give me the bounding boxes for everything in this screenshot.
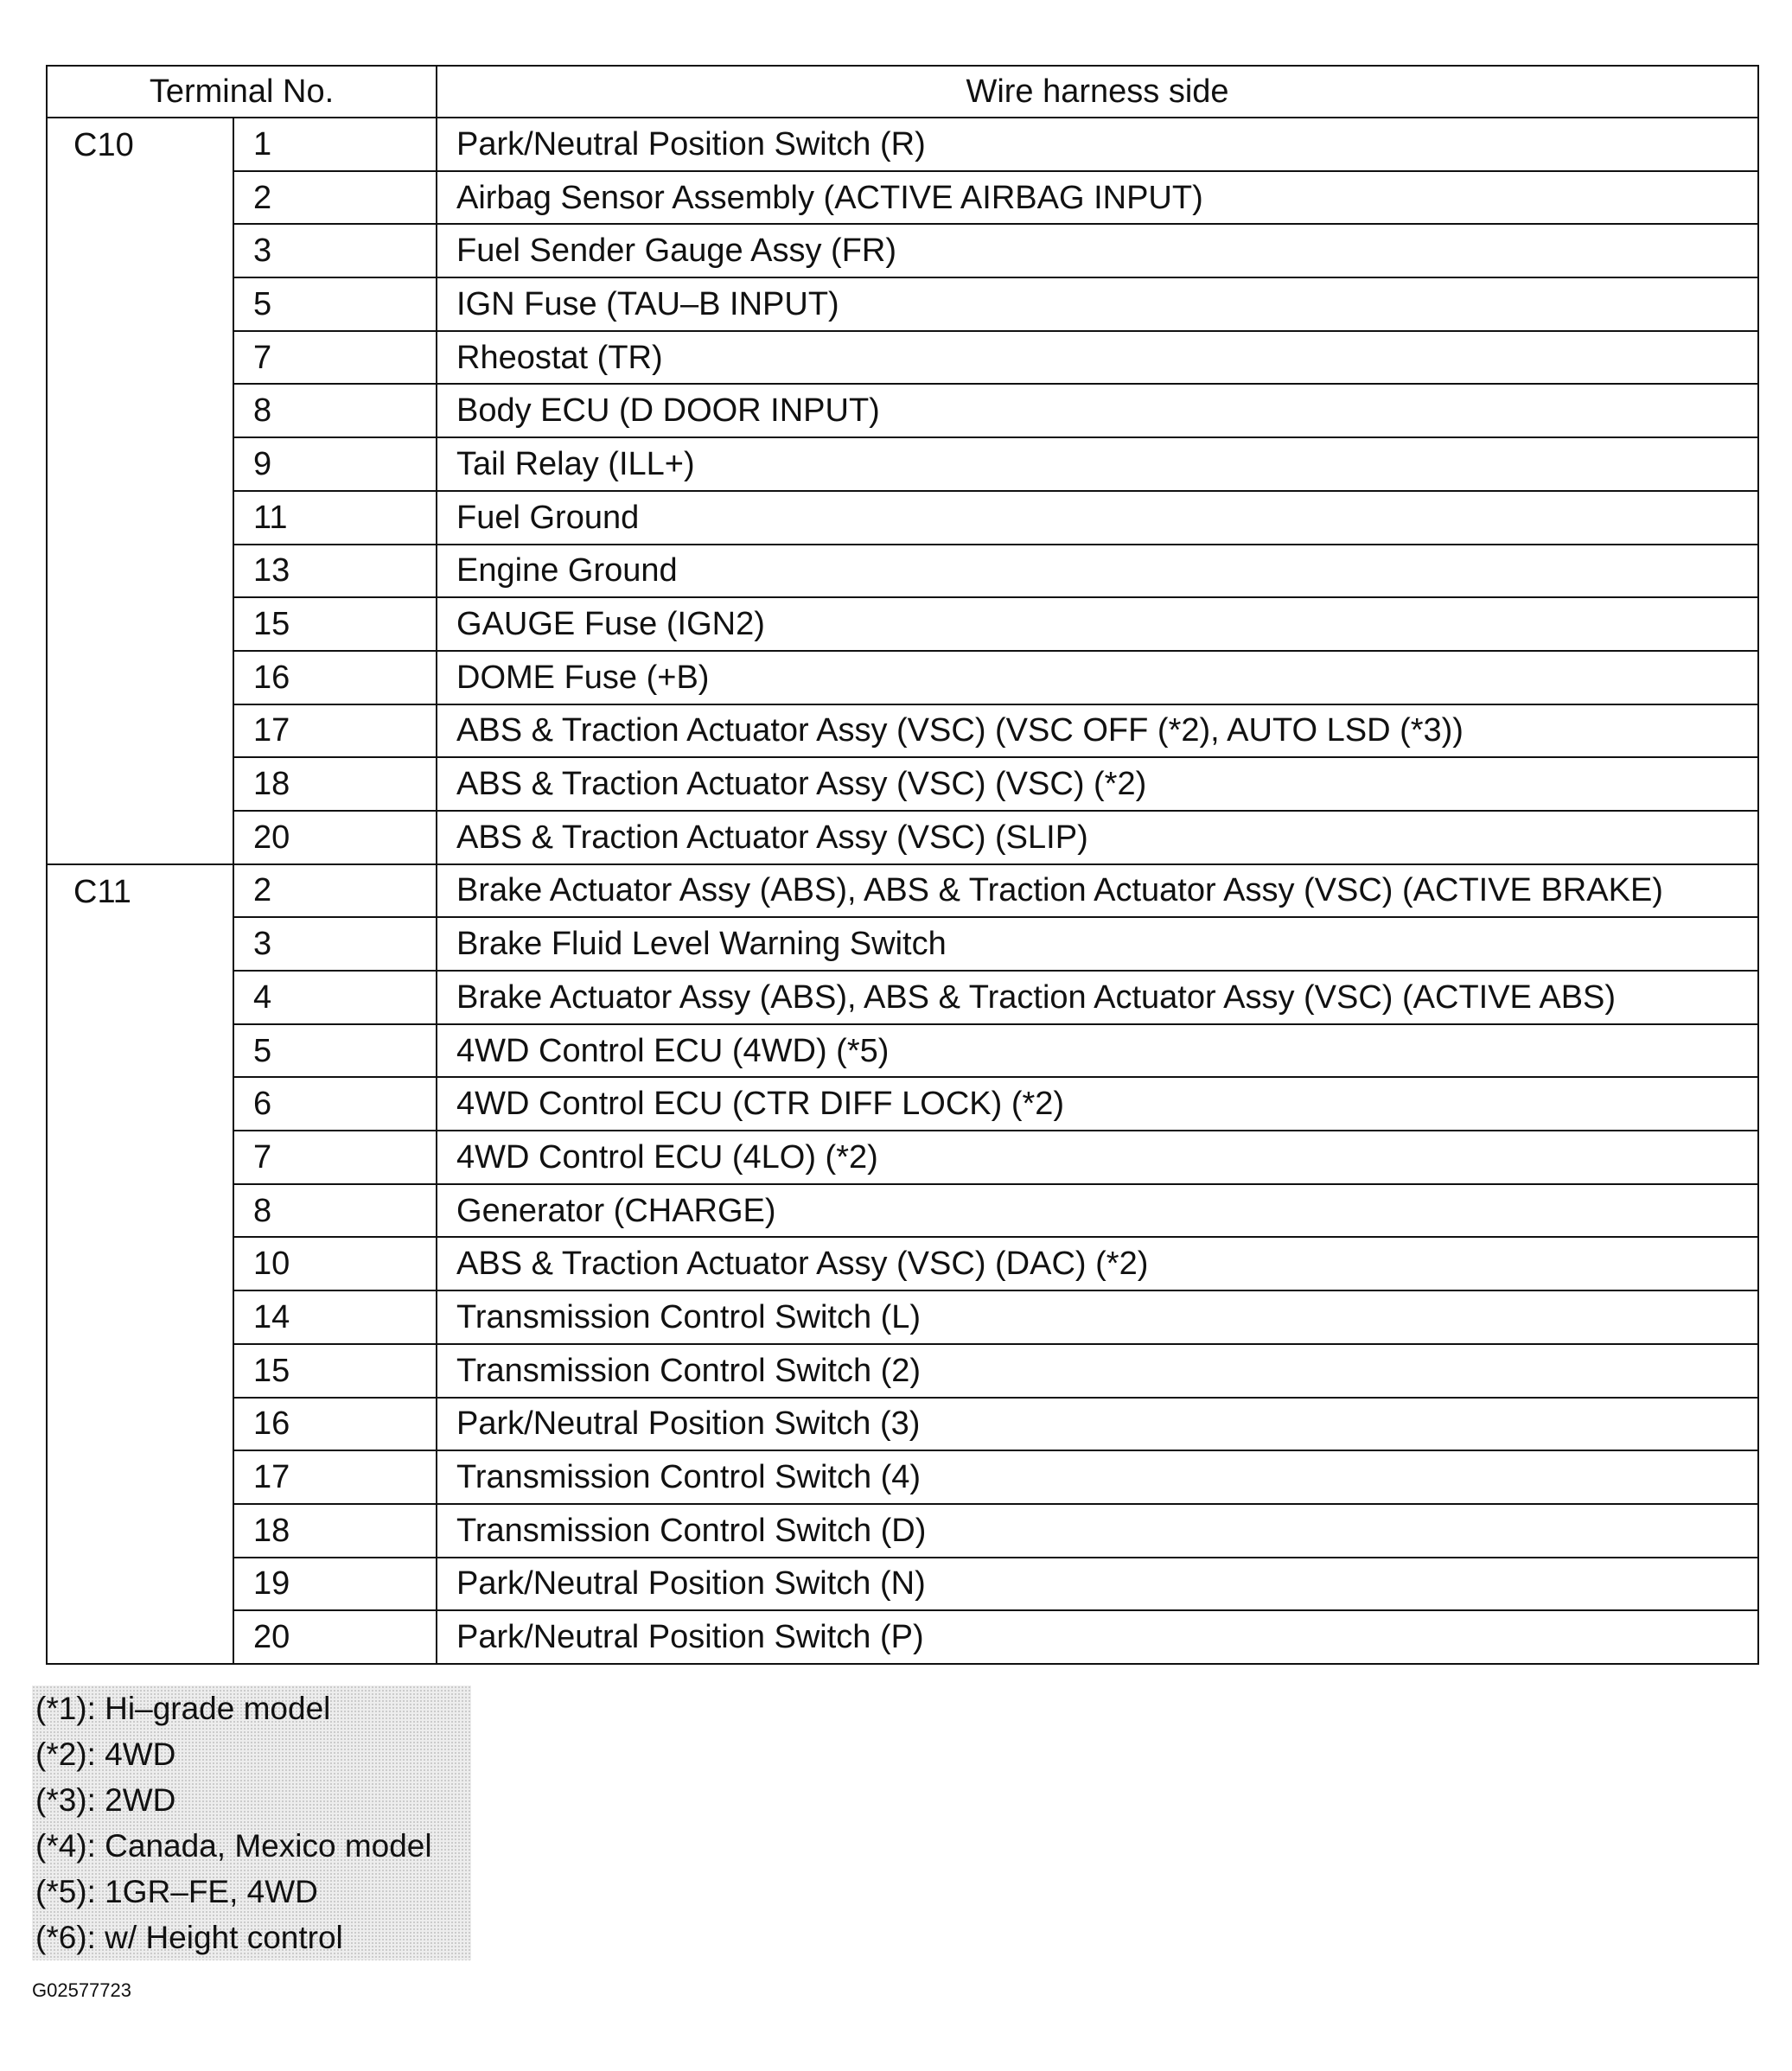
wire-harness-description: Brake Actuator Assy (ABS), ABS & Traction Actuator Assy (VSC) (ACTIVE ABS): [437, 971, 1758, 1024]
wire-harness-description: Generator (CHARGE): [437, 1184, 1758, 1238]
terminal-number: 2: [233, 171, 437, 225]
table-row: [47, 224, 1758, 277]
terminal-number: 4: [233, 971, 437, 1024]
table-row: [47, 1610, 1758, 1664]
wire-harness-description: IGN Fuse (TAU–B INPUT): [437, 277, 1758, 331]
terminal-number: 20: [233, 811, 437, 864]
table-row: [47, 437, 1758, 491]
terminal-number: 7: [233, 1131, 437, 1184]
table-row: [47, 491, 1758, 545]
terminal-number: 19: [233, 1558, 437, 1611]
wire-harness-description: ABS & Traction Actuator Assy (VSC) (VSC) (*2): [437, 757, 1758, 811]
table-row: [47, 971, 1758, 1024]
wire-harness-description: Rheostat (TR): [437, 331, 1758, 385]
wire-harness-description: ABS & Traction Actuator Assy (VSC) (SLIP): [437, 811, 1758, 864]
wire-harness-description: Park/Neutral Position Switch (P): [437, 1610, 1758, 1664]
table-row: [47, 331, 1758, 385]
terminal-number: 17: [233, 1450, 437, 1504]
wire-harness-description: Airbag Sensor Assembly (ACTIVE AIRBAG INPUT): [437, 171, 1758, 225]
wire-harness-description: Brake Fluid Level Warning Switch: [437, 917, 1758, 971]
terminal-number: 11: [233, 491, 437, 545]
terminal-number: 10: [233, 1237, 437, 1290]
table-row: [47, 1184, 1758, 1238]
wire-harness-description: Fuel Ground: [437, 491, 1758, 545]
table-row: [47, 1024, 1758, 1078]
wire-harness-description: Fuel Sender Gauge Assy (FR): [437, 224, 1758, 277]
terminal-number: 5: [233, 277, 437, 331]
wire-harness-description: Tail Relay (ILL+): [437, 437, 1758, 491]
terminal-number: 8: [233, 384, 437, 437]
figure-id: G02577723: [32, 1979, 131, 2001]
wire-harness-description: Park/Neutral Position Switch (N): [437, 1558, 1758, 1611]
table-row: [47, 811, 1758, 864]
table-row: [47, 1504, 1758, 1558]
wire-harness-description: 4WD Control ECU (4WD) (*5): [437, 1024, 1758, 1078]
table-row: [47, 1398, 1758, 1451]
wire-harness-description: Transmission Control Switch (4): [437, 1450, 1758, 1504]
terminal-table: [46, 65, 1759, 1665]
terminal-number: 20: [233, 1610, 437, 1664]
header-wire-harness-side: Wire harness side: [437, 66, 1758, 118]
table-row: [47, 1131, 1758, 1184]
terminal-number: 5: [233, 1024, 437, 1078]
wire-harness-description: Park/Neutral Position Switch (R): [437, 118, 1758, 171]
terminal-number: 18: [233, 1504, 437, 1558]
wire-harness-description: Body ECU (D DOOR INPUT): [437, 384, 1758, 437]
table-header-row: [47, 66, 1758, 118]
table-row: [47, 864, 1758, 918]
terminal-number: 13: [233, 545, 437, 598]
table-row: [47, 277, 1758, 331]
table-row: [47, 171, 1758, 225]
footnotes-box: [32, 1685, 471, 1960]
wire-harness-description: Transmission Control Switch (D): [437, 1504, 1758, 1558]
terminal-number: 16: [233, 651, 437, 704]
connector-id: C10: [47, 118, 233, 864]
footnote: (*2): 4WD: [35, 1736, 176, 1772]
footnote: (*5): 1GR–FE, 4WD: [35, 1874, 318, 1909]
terminal-number: 7: [233, 331, 437, 385]
table-row: [47, 384, 1758, 437]
terminal-number: 9: [233, 437, 437, 491]
wire-harness-description: DOME Fuse (+B): [437, 651, 1758, 704]
wire-harness-description: 4WD Control ECU (CTR DIFF LOCK) (*2): [437, 1077, 1758, 1131]
table-row: [47, 704, 1758, 758]
table-row: [47, 1450, 1758, 1504]
table-row: [47, 757, 1758, 811]
footnote: (*1): Hi–grade model: [35, 1691, 331, 1726]
wire-harness-description: Transmission Control Switch (2): [437, 1344, 1758, 1398]
table-row: [47, 545, 1758, 598]
wire-harness-description: Park/Neutral Position Switch (3): [437, 1398, 1758, 1451]
terminal-number: 3: [233, 224, 437, 277]
terminal-number: 8: [233, 1184, 437, 1238]
footnote: (*3): 2WD: [35, 1782, 176, 1818]
table-row: [47, 1344, 1758, 1398]
table-row: [47, 118, 1758, 171]
table-row: [47, 1077, 1758, 1131]
wire-harness-description: 4WD Control ECU (4LO) (*2): [437, 1131, 1758, 1184]
table-row: [47, 597, 1758, 651]
table-row: [47, 1237, 1758, 1290]
terminal-number: 6: [233, 1077, 437, 1131]
table-body: [47, 118, 1758, 1664]
terminal-number: 17: [233, 704, 437, 758]
terminal-number: 2: [233, 864, 437, 918]
wire-harness-description: ABS & Traction Actuator Assy (VSC) (DAC) (*2): [437, 1237, 1758, 1290]
terminal-number: 15: [233, 597, 437, 651]
wire-harness-description: Engine Ground: [437, 545, 1758, 598]
wire-harness-description: Transmission Control Switch (L): [437, 1290, 1758, 1344]
terminal-number: 1: [233, 118, 437, 171]
table-row: [47, 1558, 1758, 1611]
terminal-number: 3: [233, 917, 437, 971]
terminal-number: 18: [233, 757, 437, 811]
terminal-number: 16: [233, 1398, 437, 1451]
terminal-number: 15: [233, 1344, 437, 1398]
wire-harness-description: GAUGE Fuse (IGN2): [437, 597, 1758, 651]
table-row: [47, 917, 1758, 971]
table-row: [47, 651, 1758, 704]
footnote: (*6): w/ Height control: [35, 1920, 343, 1955]
wire-harness-description: ABS & Traction Actuator Assy (VSC) (VSC OFF (*2), AUTO LSD (*3)): [437, 704, 1758, 758]
header-terminal-no: Terminal No.: [47, 66, 437, 118]
wire-harness-description: Brake Actuator Assy (ABS), ABS & Traction Actuator Assy (VSC) (ACTIVE BRAKE): [437, 864, 1758, 918]
connector-id: C11: [47, 864, 233, 1664]
footnote: (*4): Canada, Mexico model: [35, 1828, 432, 1864]
table-row: [47, 1290, 1758, 1344]
terminal-number: 14: [233, 1290, 437, 1344]
